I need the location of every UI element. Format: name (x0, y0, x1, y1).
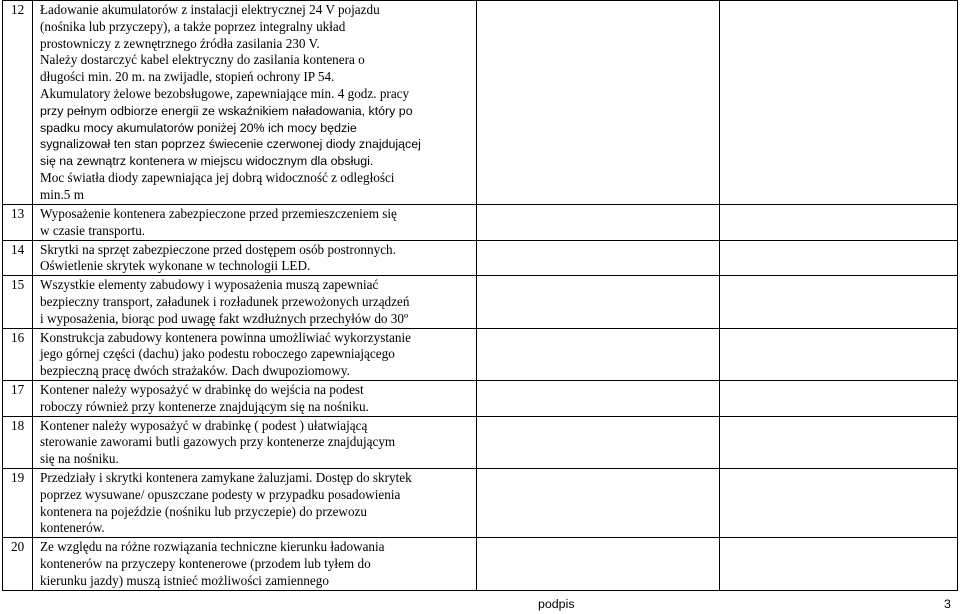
row-number: 14 (3, 240, 33, 276)
empty-cell (477, 240, 720, 276)
empty-cell (720, 1, 958, 205)
description-line: sterowanie zaworami butli gazowych przy kontenerze znajdującym (40, 434, 396, 450)
description-line: w czasie transportu. (40, 222, 146, 238)
empty-cell (477, 538, 720, 590)
description-line: się na nośniku. (40, 451, 119, 467)
row-description (33, 380, 477, 416)
row-number: 13 (3, 205, 33, 241)
empty-cell (477, 205, 720, 241)
description-line: poprzez wysuwane/ opuszczane podesty w przypadku posadowienia (40, 486, 401, 502)
table-row (3, 468, 958, 537)
row-description (33, 468, 477, 537)
row-description (33, 240, 477, 276)
description-line: długości min. 20 m. na zwijadle, stopień ochrony IP 54. (40, 69, 335, 85)
description-line: Kontener należy wyposażyć w drabinkę do wejścia na podest (40, 381, 364, 397)
table-row (3, 538, 958, 590)
empty-cell (720, 240, 958, 276)
empty-cell (477, 328, 720, 380)
description-line: się na zewnątrz kontenera w miejscu widocznym dla obsługi. (40, 154, 374, 169)
page-number: 3 (944, 597, 951, 611)
empty-cell (720, 538, 958, 590)
row-number: 12 (3, 1, 33, 205)
description-line: prostowniczy z zewnętrznego źródła zasilania 230 V. (40, 35, 320, 51)
row-description (33, 205, 477, 241)
row-number: 20 (3, 538, 33, 590)
row-number: 17 (3, 380, 33, 416)
empty-cell (720, 328, 958, 380)
table-row (3, 416, 958, 468)
description-line: Wszystkie elementy zabudowy i wyposażenia muszą zapewniać (40, 277, 379, 293)
empty-cell (477, 276, 720, 328)
description-line: Moc światła diody zapewniająca jej dobrą widoczność z odległości (40, 169, 395, 185)
empty-cell (477, 1, 720, 205)
row-number: 19 (3, 468, 33, 537)
description-line: sygnalizował ten stan poprzez świecenie czerwonej diody znajdującej (40, 137, 421, 152)
description-line: przy pełnym odbiorze energii ze wskaźnikiem naładowania, który po (40, 103, 413, 118)
row-description (33, 1, 477, 205)
empty-cell (720, 380, 958, 416)
description-line: kierunku jazdy) muszą istnieć możliwości zamiennego (40, 572, 329, 588)
description-line: roboczy również przy kontenerze znajdującym się na nośniku. (40, 398, 369, 414)
description-line: kontenerów na przyczepy kontenerowe (przodem lub tyłem do (40, 555, 371, 571)
row-number: 15 (3, 276, 33, 328)
description-line: bezpieczny transport, załadunek i rozładunek przewożonych urządzeń (40, 293, 410, 309)
description-line: min.5 m (40, 186, 84, 202)
empty-cell (720, 205, 958, 241)
description-line: kontenerów. (40, 520, 105, 536)
description-line: Przedziały i skrytki kontenera zamykane żaluzjami. Dostęp do skrytek (40, 469, 412, 485)
description-line: Kontener należy wyposażyć w drabinkę ( podest ) ułatwiającą (40, 417, 368, 433)
description-line: (nośnika lub przyczepy), a także poprzez integralny układ (40, 18, 346, 34)
description-line: kontenera na pojeździe (nośniku lub przyczepie) do przewozu (40, 503, 367, 519)
empty-cell (477, 380, 720, 416)
description-line: bezpieczną pracę dwóch strażaków. Dach dwupoziomowy. (40, 363, 350, 379)
row-number: 18 (3, 416, 33, 468)
signature-label: podpis (538, 597, 575, 611)
table-row (3, 1, 958, 205)
empty-cell (720, 276, 958, 328)
table-row (3, 240, 958, 276)
row-description (33, 276, 477, 328)
description-line: Wyposażenie kontenera zabezpieczone przed przemieszczeniem się (40, 206, 397, 221)
specification-table (2, 0, 958, 591)
description-line: Należy dostarczyć kabel elektryczny do zasilania kontenera o (40, 52, 365, 68)
description-line: Ze względu na różne rozwiązania techniczne kierunku ładowania (40, 539, 385, 555)
table-row (3, 276, 958, 328)
table-row (3, 328, 958, 380)
description-line: Akumulatory żelowe bezobsługowe, zapewniające min. 4 godz. pracy (40, 85, 410, 101)
description-line: Konstrukcja zabudowy kontenera powinna umożliwiać wykorzystanie (40, 329, 411, 345)
description-line: i wyposażenia, biorąc pod uwagę fakt wzdłużnych przechyłów do 30º (40, 310, 409, 326)
description-line: Skrytki na sprzęt zabezpieczone przed dostępem osób postronnych. (40, 241, 396, 257)
empty-cell (477, 416, 720, 468)
description-line: spadku mocy akumulatorów poniżej 20% ich mocy będzie (40, 120, 357, 135)
row-description (33, 328, 477, 380)
table-row (3, 205, 958, 241)
empty-cell (477, 468, 720, 537)
empty-cell (720, 468, 958, 537)
row-description (33, 416, 477, 468)
description-line: jego górnej części (dachu) jako podestu roboczego zapewniającego (40, 346, 395, 362)
description-line: Ładowanie akumulatorów z instalacji elektrycznej 24 V pojazdu (40, 2, 380, 17)
row-description (33, 538, 477, 590)
table-row (3, 380, 958, 416)
description-line: Oświetlenie skrytek wykonane w technologii LED. (40, 258, 311, 274)
empty-cell (720, 416, 958, 468)
row-number: 16 (3, 328, 33, 380)
